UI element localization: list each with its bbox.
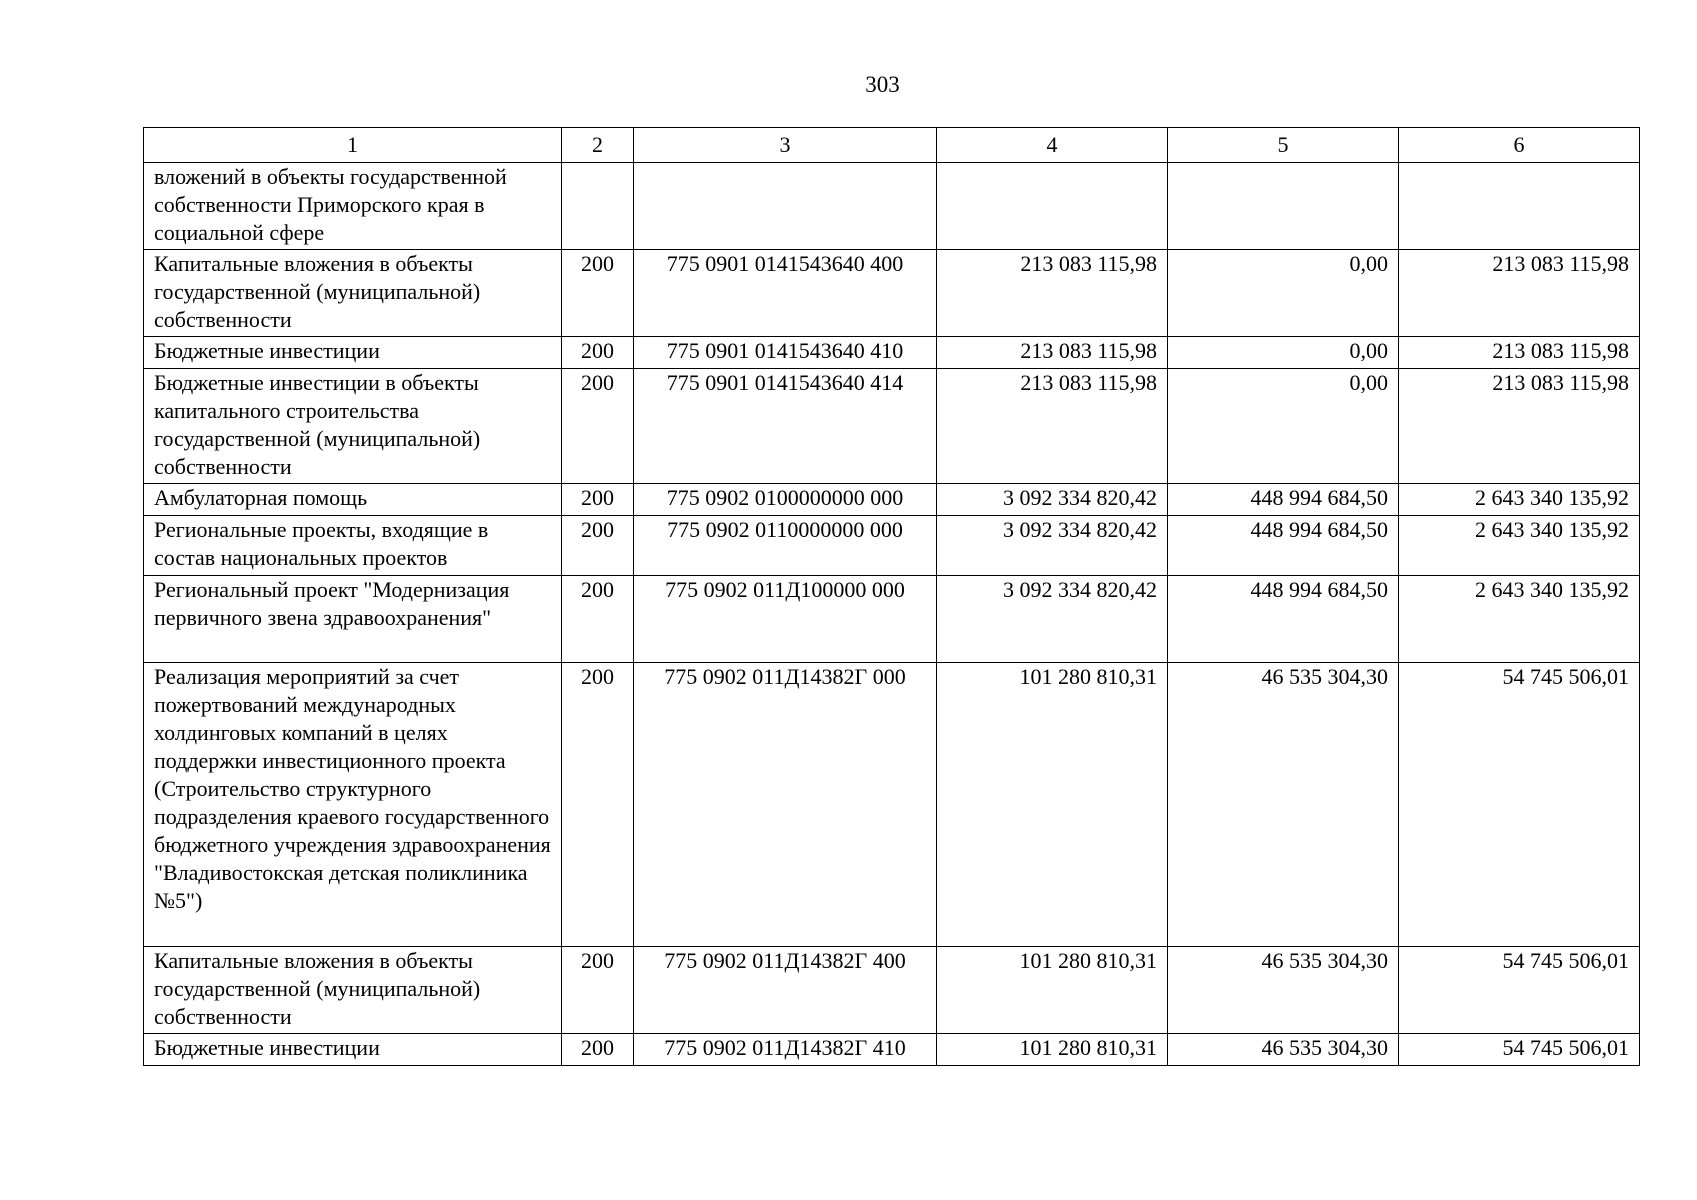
row-value-6: 213 083 115,98 (1399, 337, 1640, 369)
row-value-4: 3 092 334 820,42 (937, 516, 1168, 576)
row-value-5: 448 994 684,50 (1168, 484, 1399, 516)
row-code: 775 0902 0100000000 000 (634, 484, 937, 516)
page-number: 303 (865, 72, 900, 97)
row-ref: 200 (562, 516, 634, 576)
table-row (144, 250, 1640, 337)
table-row (144, 369, 1640, 484)
table-row (144, 1034, 1640, 1066)
row-value-5: 0,00 (1168, 250, 1399, 337)
row-value-4: 213 083 115,98 (937, 250, 1168, 337)
row-value-6: 2 643 340 135,92 (1399, 516, 1640, 576)
row-name: Бюджетные инвестиции в объекты капитального строительства государственной (муниципальной) собственности (144, 369, 562, 484)
header-cell: 5 (1168, 128, 1399, 163)
header-cell: 3 (634, 128, 937, 163)
row-ref: 200 (562, 576, 634, 663)
row-name: Региональные проекты, входящие в состав национальных проектов (144, 516, 562, 576)
table-row (144, 484, 1640, 516)
header-row (144, 128, 1640, 163)
row-value-5: 448 994 684,50 (1168, 516, 1399, 576)
row-value-4: 101 280 810,31 (937, 1034, 1168, 1066)
row-value-6 (1399, 163, 1640, 250)
row-value-6: 2 643 340 135,92 (1399, 484, 1640, 516)
row-code: 775 0902 011Д14382Г 410 (634, 1034, 937, 1066)
row-name: Региональный проект "Модернизация первичного звена здравоохранения" (144, 576, 562, 663)
header-cell: 6 (1399, 128, 1640, 163)
row-ref: 200 (562, 484, 634, 516)
table-row (144, 947, 1640, 1034)
table-row (144, 163, 1640, 250)
row-ref: 200 (562, 337, 634, 369)
row-code: 775 0902 011Д100000 000 (634, 576, 937, 663)
header-cell: 2 (562, 128, 634, 163)
row-ref: 200 (562, 250, 634, 337)
row-value-4: 3 092 334 820,42 (937, 576, 1168, 663)
row-code: 775 0901 0141543640 400 (634, 250, 937, 337)
row-ref: 200 (562, 663, 634, 947)
row-value-6: 2 643 340 135,92 (1399, 576, 1640, 663)
row-value-5: 46 535 304,30 (1168, 663, 1399, 947)
row-value-5 (1168, 163, 1399, 250)
table-row (144, 337, 1640, 369)
row-code (634, 163, 937, 250)
row-value-5: 46 535 304,30 (1168, 947, 1399, 1034)
row-name: Реализация мероприятий за счет пожертвований международных холдинговых компаний в целях поддержки инвестиционного проекта (Строительство структурного подразделения краевого государственного бюджетного учреждения здравоохранения "Владивостокская детская поликлиника №5") (144, 663, 562, 947)
row-ref (562, 163, 634, 250)
row-code: 775 0902 0110000000 000 (634, 516, 937, 576)
row-value-5: 448 994 684,50 (1168, 576, 1399, 663)
row-ref: 200 (562, 947, 634, 1034)
row-value-6: 54 745 506,01 (1399, 1034, 1640, 1066)
row-name: Амбулаторная помощь (144, 484, 562, 516)
row-value-4: 213 083 115,98 (937, 369, 1168, 484)
row-value-6: 213 083 115,98 (1399, 250, 1640, 337)
row-name: Капитальные вложения в объекты государственной (муниципальной) собственности (144, 947, 562, 1034)
header-cell: 1 (144, 128, 562, 163)
budget-table (143, 127, 1640, 1066)
row-value-6: 213 083 115,98 (1399, 369, 1640, 484)
row-value-4: 3 092 334 820,42 (937, 484, 1168, 516)
row-ref: 200 (562, 369, 634, 484)
row-value-5: 0,00 (1168, 369, 1399, 484)
row-ref: 200 (562, 1034, 634, 1066)
row-code: 775 0902 011Д14382Г 000 (634, 663, 937, 947)
row-value-5: 46 535 304,30 (1168, 1034, 1399, 1066)
row-value-6: 54 745 506,01 (1399, 663, 1640, 947)
row-name: Капитальные вложения в объекты государственной (муниципальной) собственности (144, 250, 562, 337)
row-code: 775 0901 0141543640 410 (634, 337, 937, 369)
row-name: Бюджетные инвестиции (144, 1034, 562, 1066)
row-name: Бюджетные инвестиции (144, 337, 562, 369)
row-code: 775 0902 011Д14382Г 400 (634, 947, 937, 1034)
table-row (144, 516, 1640, 576)
row-value-4: 213 083 115,98 (937, 337, 1168, 369)
table-row (144, 576, 1640, 663)
row-value-5: 0,00 (1168, 337, 1399, 369)
row-value-6: 54 745 506,01 (1399, 947, 1640, 1034)
row-name: вложений в объекты государственной собственности Приморского края в социальной сфере (144, 163, 562, 250)
row-value-4: 101 280 810,31 (937, 663, 1168, 947)
row-code: 775 0901 0141543640 414 (634, 369, 937, 484)
row-value-4 (937, 163, 1168, 250)
header-cell: 4 (937, 128, 1168, 163)
row-value-4: 101 280 810,31 (937, 947, 1168, 1034)
table-row (144, 663, 1640, 947)
